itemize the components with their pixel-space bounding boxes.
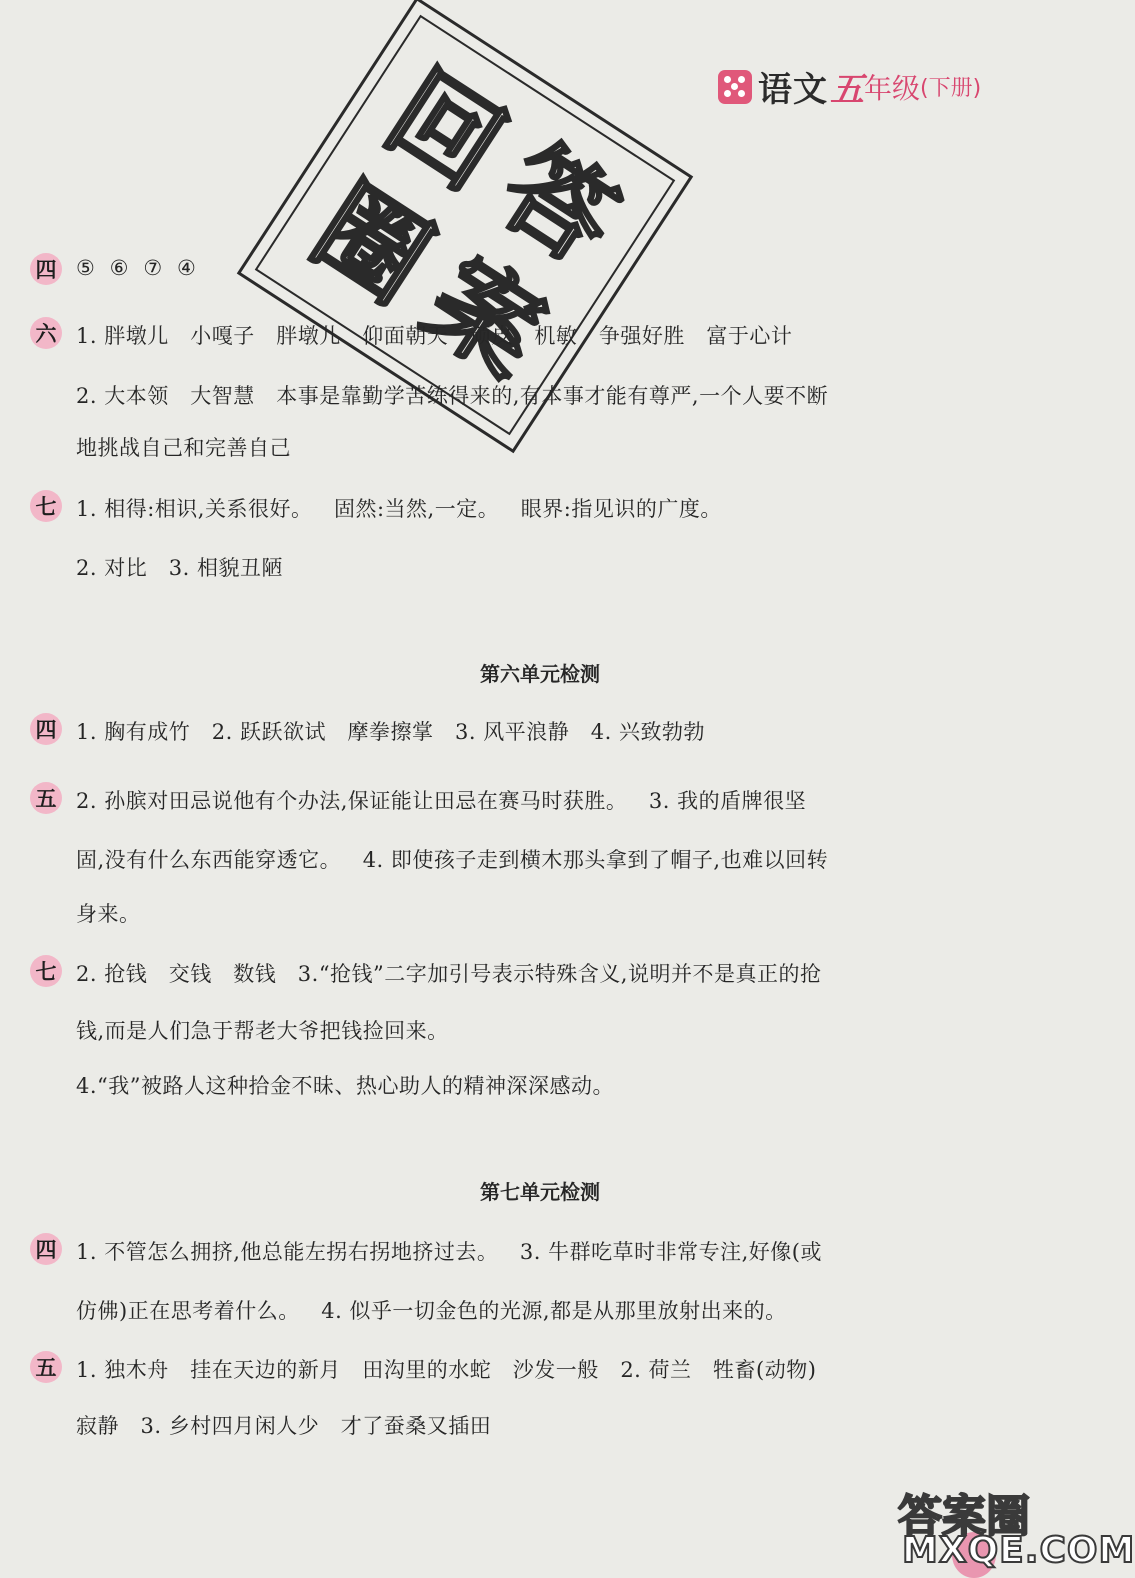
- header-grade-number: 五: [830, 70, 864, 110]
- question-tag: 六: [30, 317, 62, 349]
- section-title: 第六单元检测: [480, 662, 600, 686]
- answer-line: 地挑战自己和完善自己: [76, 436, 291, 460]
- watermark-url: MXQE.COM: [902, 1530, 1135, 1571]
- stamp-char: 回: [366, 49, 525, 214]
- answer-line: 4.“我”被路人这种拾金不昧、热心助人的精神深深感动。: [76, 1074, 615, 1098]
- answer-line: 仿佛)正在思考着什么。 4. 似乎一切金色的光源,都是从那里放射出来的。: [76, 1299, 787, 1323]
- answer-line: 2. 孙膑对田忌说他有个办法,保证能让田忌在赛马时获胜。 3. 我的盾牌很坚: [76, 789, 807, 813]
- question-tag: 四: [30, 1233, 62, 1265]
- question-tag: 五: [30, 782, 62, 814]
- section-title: 第七单元检测: [480, 1180, 600, 1204]
- answer-line: 1. 相得:相识,关系很好。 固然:当然,一定。 眼界:指见识的广度。: [76, 497, 722, 521]
- question-tag: 五: [30, 1351, 62, 1383]
- answer-line: 2. 对比 3. 相貌丑陋: [76, 556, 283, 580]
- header-volume: (下册): [920, 76, 982, 101]
- answer-line: 钱,而是人们急于帮老大爷把钱捡回来。: [76, 1019, 449, 1043]
- answer-line: 1. 独木舟 挂在天边的新月 田沟里的水蛇 沙发一般 2. 荷兰 牲畜(动物): [76, 1358, 817, 1382]
- answer-line: 1. 胖墩儿 小嘎子 胖墩儿 仰面朝天 顽皮 机敏 争强好胜 富于心计: [76, 324, 793, 348]
- question-tag: 七: [30, 490, 62, 522]
- watermark-text: 答案圈: [898, 1491, 1030, 1542]
- stamp-char: 圈: [292, 162, 452, 327]
- dots-logo-icon: [718, 70, 752, 104]
- answer-line: 固,没有什么东西能穿透它。 4. 即使孩子走到横木那头拿到了帽子,也难以回转: [76, 848, 829, 872]
- book-header: [718, 62, 981, 111]
- question-tag: 七: [30, 955, 62, 987]
- question-tag: 四: [30, 713, 62, 745]
- answer-line: 2. 大本领 大智慧 本事是靠勤学苦练得来的,有本事才能有尊严,一个人要不断: [76, 384, 829, 408]
- watermark-logo: [898, 1480, 1135, 1575]
- answer-line: 2. 抢钱 交钱 数钱 3.“抢钱”二字加引号表示特殊含义,说明并不是真正的抢: [76, 962, 822, 986]
- stamp-char: 案: [405, 236, 565, 400]
- header-grade: 年级: [864, 71, 921, 105]
- answer-line: 寂静 3. 乡村四月闲人少 才了蚕桑又插田: [76, 1414, 492, 1438]
- answer-line: 身来。: [76, 902, 141, 926]
- answer-line: 1. 胸有成竹 2. 跃跃欲试 摩拳擦掌 3. 风平浪静 4. 兴致勃勃: [76, 720, 705, 744]
- header-subject: 语文: [758, 70, 828, 110]
- question-tag: 四: [30, 253, 62, 285]
- stamp-char: 答: [479, 122, 638, 287]
- answer-line: ⑤ ⑥ ⑦ ④: [76, 256, 197, 280]
- answer-line: 1. 不管怎么拥挤,他总能左拐右拐地挤过去。 3. 牛群吃草时非常专注,好像(或: [76, 1240, 822, 1264]
